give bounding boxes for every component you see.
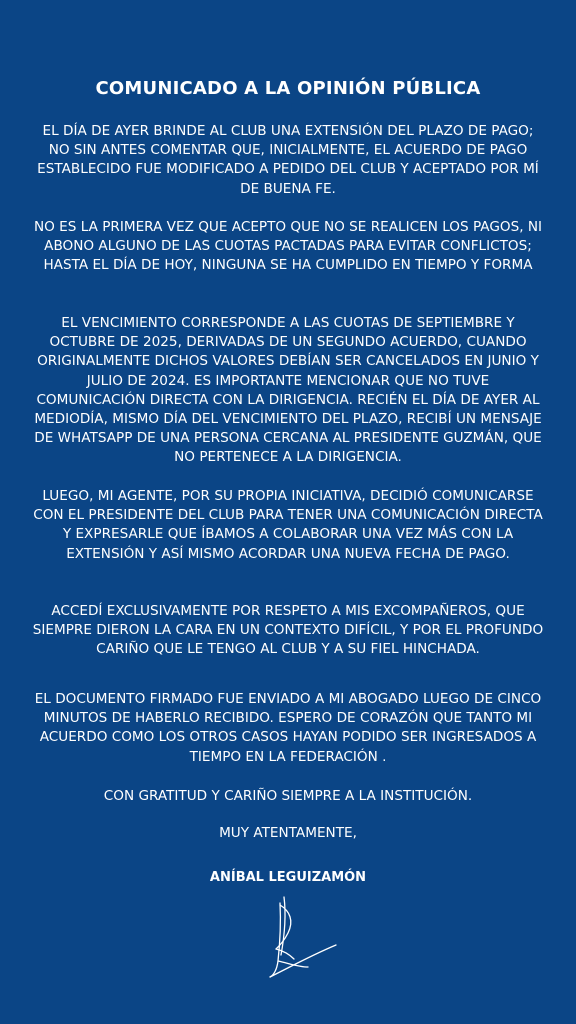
signatory-name: ANÍBAL LEGUIZAMÓN: [209, 870, 367, 885]
page-title: COMUNICADO A LA OPINIÓN PÚBLICA: [95, 78, 481, 99]
closing-line: CON GRATITUD Y CARIÑO SIEMPRE A LA INSTITUCIÓN.: [103, 788, 473, 804]
paragraph-3: EL VENCIMIENTO CORRESPONDE A LAS CUOTAS DE SEPTIEMBRE Y OCTUBRE DE 2025, DERIVADAS DE UN SEGUNDO ACUERDO, CUANDO ORIGINALMENTE DICHOS VALORES DEBÍAN SER CANCELADOS EN JUNIO Y JULIO DE 2024. ES IMPORTANTE MENCIONAR QUE NO TUVE COMUNICACIÓN DIRECTA CON LA DIRIGENCIA. RECIÉN EL DÍA DE AYER AL MEDIODÍA, MISMO DÍA DEL VENCIMIENTO DEL PLAZO, RECIBÍ UN MENSAJE DE WHATSAPP DE UNA PERSONA CERCANA AL PRESIDENTE GUZMÁN, QUE NO PERTENECE A LA DIRIGENCIA.: [34, 315, 542, 466]
salutation: MUY ATENTAMENTE,: [219, 825, 357, 841]
handwritten-signature: [250, 893, 340, 981]
paragraph-2: NO ES LA PRIMERA VEZ QUE ACEPTO QUE NO SE REALICEN LOS PAGOS, NI ABONO ALGUNO DE LAS CUOTAS PACTADAS PARA EVITAR CONFLICTOS; HASTA EL DÍA DE HOY, NINGUNA SE HA CUMPLIDO EN TIEMPO Y FORMA: [33, 219, 543, 274]
paragraph-5: ACCEDÍ EXCLUSIVAMENTE POR RESPETO A MIS EXCOMPAÑEROS, QUE SIEMPRE DIERON LA CARA EN UN CONTEXTO DIFÍCIL, Y POR EL PROFUNDO CARIÑO QUE LE TENGO AL CLUB Y A SU FIEL HINCHADA.: [32, 603, 544, 658]
paragraph-1: EL DÍA DE AYER BRINDE AL CLUB UNA EXTENSIÓN DEL PLAZO DE PAGO; NO SIN ANTES COMENTAR QUE, INICIALMENTE, EL ACUERDO DE PAGO ESTABLECIDO FUE MODIFICADO A PEDIDO DEL CLUB Y ACEPTADO POR MÍ DE BUENA FE.: [37, 123, 539, 197]
paragraph-6: EL DOCUMENTO FIRMADO FUE ENVIADO A MI ABOGADO LUEGO DE CINCO MINUTOS DE HABERLO RECIBIDO. ESPERO DE CORAZÓN QUE TANTO MI ACUERDO COMO LOS OTROS CASOS HAYAN PODIDO SER INGRESADOS A TIEMPO EN LA FEDERACIÓN .: [34, 691, 542, 765]
paragraph-4: LUEGO, MI AGENTE, POR SU PROPIA INICIATIVA, DECIDIÓ COMUNICARSE CON EL PRESIDENTE DEL CLUB PARA TENER UNA COMUNICACIÓN DIRECTA Y EXPRESARLE QUE ÍBAMOS A COLABORAR UNA VEZ MÁS CON LA EXTENSIÓN Y ASÍ MISMO ACORDAR UNA NUEVA FECHA DE PAGO.: [33, 488, 543, 562]
